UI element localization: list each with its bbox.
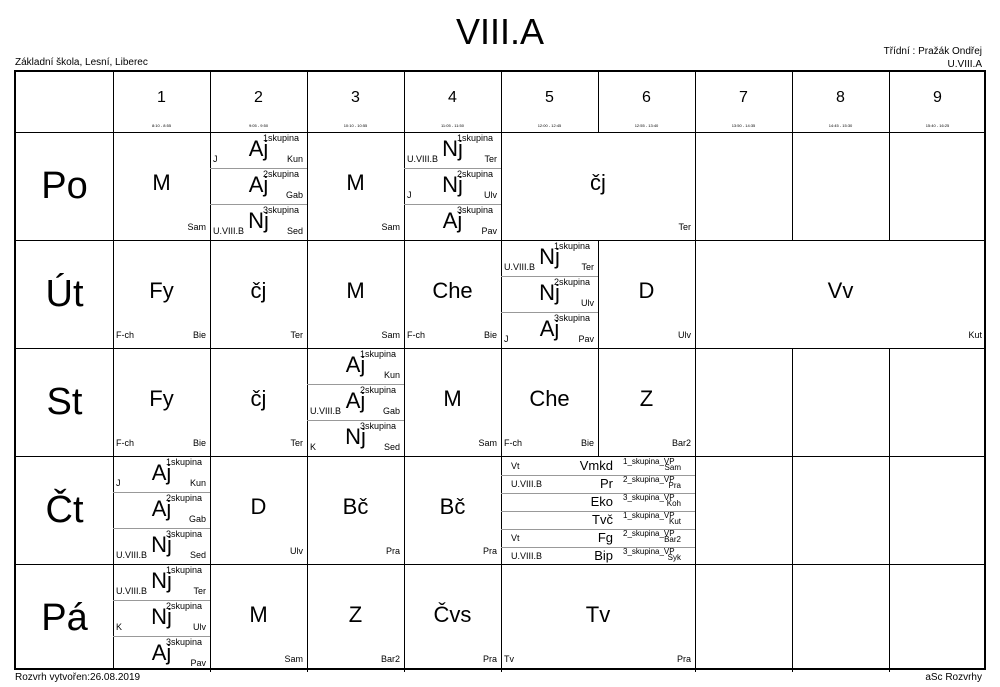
group-label: 2skupina [554,277,591,287]
lesson-subject: Z [348,602,363,627]
column-divider [695,456,696,564]
room-code: U.VIII.B [407,154,439,164]
elective-subject: Pr [600,476,613,491]
room-code: J [213,154,218,164]
lesson-cell [210,240,307,348]
teacher-code: Ulv [484,190,497,200]
lesson-subject: Čvs [433,602,472,627]
group-subject: Aj [248,172,269,197]
period-number: 5 [545,89,554,106]
period-time: 12:00 - 12:45 [537,123,562,128]
column-divider [792,456,793,564]
room-code: F-ch [116,438,134,448]
room-code: F-ch [407,330,425,340]
room-code: F-ch [504,438,522,448]
room-code: U.VIII.B [213,226,245,236]
column-divider [695,564,696,672]
group-subject: Nj [151,568,172,593]
group-subject: Aj [151,496,172,521]
group-subject: Nj [539,280,560,305]
teacher-code: Pav [481,226,497,236]
lesson-cell [113,132,210,240]
group-subject: Aj [345,352,366,377]
group-subject: Aj [248,136,269,161]
lesson-cell [501,456,695,564]
teacher-code: Sed [383,442,400,452]
group-label: 3skupina [263,205,300,215]
period-number: 6 [642,89,651,106]
group-label: 1_skupina_VP [623,457,675,466]
elective-subject: Fg [597,530,613,545]
elective-subject: Tvč [592,512,613,527]
lesson-subject: M [346,170,365,195]
lesson-subject: M [443,386,462,411]
column-divider [889,348,890,456]
lesson-cell [404,132,501,240]
group-label: 3_skupina_VP [623,547,675,556]
lesson-subject: Che [432,278,473,303]
room-code: Vt [511,461,520,471]
group-label: 3_skupina_VP [623,493,675,502]
group-subject: Aj [151,460,172,485]
lesson-cell [598,240,695,348]
lesson-subject: D [638,278,655,303]
teacher-code: Pra [668,481,681,490]
teacher-code: Gab [188,514,206,524]
teacher-code: Ter [581,262,594,272]
group-label: 2_skupina_VP [623,529,675,538]
lesson-subject: M [346,278,365,303]
column-divider [792,132,793,240]
teacher-code: Sed [286,226,303,236]
room-code: K [116,622,123,632]
class-teacher: Třídní : Pražák Ondřej [883,46,982,57]
lesson-cell [307,132,404,240]
lesson-subject: M [249,602,268,627]
period-number: 4 [448,89,457,106]
teacher-code: Koh [666,499,681,508]
period-number: 1 [157,89,166,106]
column-divider [792,72,793,132]
column-divider [210,72,211,132]
room-code: K [310,442,317,452]
day-label: Čt [45,489,84,531]
column-divider [501,72,502,132]
column-divider [792,348,793,456]
elective-subject: Vmkd [579,458,613,473]
day-label: St [46,381,83,423]
period-number: 7 [739,89,748,106]
teacher-code: Sam [381,330,400,340]
teacher-code: Pra [482,546,497,556]
lesson-cell [695,240,986,348]
teacher-code: Bar2 [664,535,681,544]
created-date: Rozvrh vytvořen:26.08.2019 [15,672,141,683]
lesson-cell [307,564,404,672]
lesson-subject: čj [250,278,267,303]
group-label: 2skupina [457,169,494,179]
room-code: J [116,478,121,488]
column-divider [307,72,308,132]
lesson-subject: čj [590,170,606,195]
lesson-cell [113,564,210,672]
period-number: 8 [836,89,845,106]
column-divider [695,348,696,456]
group-label: 1skupina [263,133,300,143]
page-title: VIII.A [455,11,545,52]
group-label: 3skupina [166,529,203,539]
teacher-code: Bie [192,330,206,340]
room-code: U.VIII.B [511,479,543,489]
period-time: 11:05 - 11:50 [441,123,464,128]
group-subject: Aj [151,640,172,665]
lesson-cell [210,564,307,672]
group-label: 2skupina [166,601,203,611]
class-code: U.VIII.A [947,59,982,70]
lesson-cell [210,456,307,564]
teacher-code: Pav [578,334,594,344]
lesson-subject: Z [639,386,654,411]
lesson-subject: Fy [149,386,174,411]
period-time: 8:10 - 8:55 [151,123,172,128]
group-subject: Nj [442,136,463,161]
room-code: J [407,190,412,200]
teacher-code: Pra [676,654,691,664]
group-subject: Nj [442,172,463,197]
teacher-code: Syk [667,553,681,562]
group-subject: Nj [248,208,269,233]
teacher-code: Pav [190,658,206,668]
lesson-cell [501,348,598,456]
teacher-code: Kut [968,330,982,340]
school-name: Základní škola, Lesní, Liberec [15,57,148,68]
column-divider [792,564,793,672]
group-label: 3skupina [554,313,591,323]
group-label: 2skupina [360,385,397,395]
period-time: 14:45 - 15:30 [828,123,853,128]
lesson-cell [113,240,210,348]
teacher-code: Sam [284,654,303,664]
lesson-subject: Bč [439,494,466,519]
room-code: U.VIII.B [116,586,148,596]
teacher-code: Ulv [678,330,691,340]
teacher-code: Gab [285,190,303,200]
teacher-code: Bie [483,330,497,340]
group-label: 1_skupina_VP [623,511,675,520]
group-subject: Aj [442,208,463,233]
teacher-code: Ulv [581,298,594,308]
lesson-subject: D [250,494,267,519]
group-subject: Nj [345,424,366,449]
teacher-code: Sam [381,222,400,232]
teacher-code: Kun [286,154,303,164]
software-name: aSc Rozvrhy [925,672,982,683]
group-label: 2skupina [166,493,203,503]
period-time: 15:40 - 16:25 [925,123,950,128]
teacher-code: Sam [478,438,497,448]
timetable-grid [14,70,986,670]
group-label: 1skupina [166,565,203,575]
lesson-subject: M [152,170,171,195]
lesson-cell [501,240,598,348]
lesson-cell [307,456,404,564]
group-label: 2skupina [263,169,300,179]
day-label: Pá [41,597,88,639]
teacher-code: Bie [192,438,206,448]
column-divider [695,72,696,132]
elective-subject: Bip [594,548,613,563]
group-subject: Nj [151,604,172,629]
lesson-cell [113,348,210,456]
column-divider [695,132,696,240]
column-divider [889,132,890,240]
teacher-code: Sed [189,550,206,560]
group-subject: Aj [345,388,366,413]
period-time: 13:50 - 14:35 [731,123,756,128]
teacher-code: Pra [482,654,497,664]
lesson-cell [307,348,404,456]
room-code: F-ch [116,330,134,340]
column-divider [404,72,405,132]
group-label: 1skupina [360,349,397,359]
room-code: U.VIII.B [310,406,342,416]
elective-subject: Eko [590,494,613,509]
teacher-code: Kut [668,517,681,526]
column-divider [889,456,890,564]
period-time: 12:55 - 13:40 [634,123,659,128]
period-number: 9 [933,89,942,106]
day-label: Út [45,273,84,315]
group-subject: Aj [539,316,560,341]
column-divider [598,72,599,132]
room-code: Tv [504,654,514,664]
teacher-code: Ter [290,330,303,340]
group-label: 3skupina [360,421,397,431]
room-code: U.VIII.B [504,262,536,272]
teacher-code: Kun [189,478,206,488]
teacher-code: Gab [382,406,400,416]
teacher-code: Bie [580,438,594,448]
day-label: Po [41,165,88,207]
teacher-code: Bar2 [380,654,400,664]
lesson-subject: Vv [827,278,854,303]
lesson-cell [404,348,501,456]
lesson-subject: Bč [342,494,369,519]
group-label: 1skupina [457,133,494,143]
teacher-code: Bar2 [671,438,691,448]
lesson-cell [210,132,307,240]
teacher-code: Ter [193,586,206,596]
group-subject: Nj [539,244,560,269]
teacher-code: Kun [383,370,400,380]
lesson-cell [404,456,501,564]
teacher-code: Ulv [193,622,206,632]
lesson-cell [501,132,695,240]
group-label: 1skupina [166,457,203,467]
lesson-subject: čj [250,386,267,411]
lesson-cell [307,240,404,348]
teacher-code: Ter [290,438,303,448]
teacher-code: Sam [187,222,206,232]
room-code: U.VIII.B [511,551,543,561]
room-code: U.VIII.B [116,550,148,560]
group-label: 1skupina [554,241,591,251]
period-time: 10:10 - 10:55 [343,123,368,128]
lesson-cell [404,564,501,672]
teacher-code: Sam [664,463,681,472]
room-code: J [504,334,509,344]
lesson-cell [210,348,307,456]
lesson-cell [598,348,695,456]
column-divider [889,72,890,132]
column-divider [889,564,890,672]
period-number: 3 [351,89,360,106]
teacher-code: Ulv [290,546,303,556]
period-number: 2 [254,89,263,106]
group-subject: Nj [151,532,172,557]
period-time: 9:05 - 9:50 [248,123,269,128]
lesson-cell [113,456,210,564]
teacher-code: Ter [484,154,497,164]
lesson-cell [501,564,695,672]
room-code: Vt [511,533,520,543]
group-label: 3skupina [457,205,494,215]
teacher-code: Pra [385,546,400,556]
group-label: 2_skupina_VP [623,475,675,484]
lesson-subject: Tv [585,602,611,627]
class-info [884,45,982,71]
lesson-subject: Che [529,386,570,411]
lesson-cell [404,240,501,348]
group-label: 3skupina [166,637,203,647]
teacher-code: Ter [678,222,691,232]
lesson-subject: Fy [149,278,174,303]
